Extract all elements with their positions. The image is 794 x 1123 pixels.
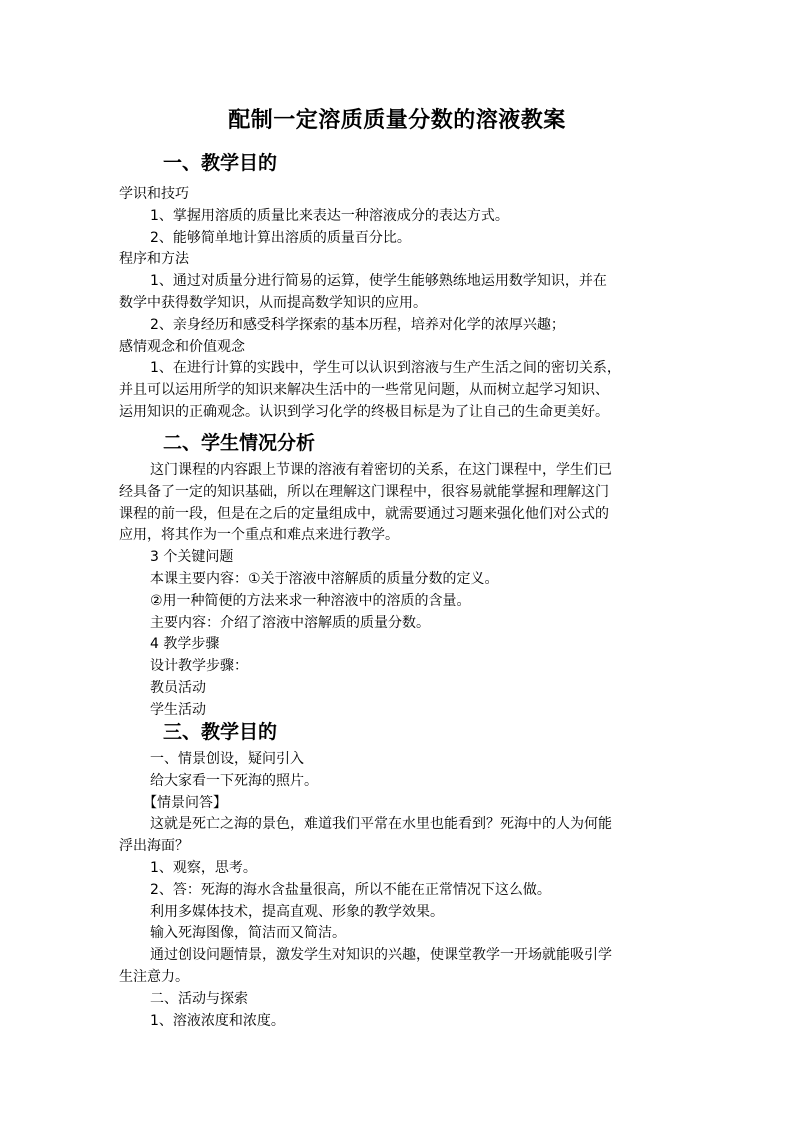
- list-item: 4 教学步骤: [150, 636, 220, 653]
- paragraph-line: 并且可以运用所学的知识来解决生活中的一些常见问题，从而树立起学习知识、: [119, 382, 609, 399]
- list-item: 主要内容：介绍了溶液中溶解质的质量分数。: [150, 614, 430, 631]
- section-heading-2: 二、学生情况分析: [163, 432, 316, 454]
- list-item: 二、活动与探索: [150, 990, 248, 1007]
- list-item: 给大家看一下死海的照片。: [150, 772, 318, 789]
- subheading-knowledge: 学识和技巧: [119, 186, 189, 202]
- list-item: ②用一种简便的方法来求一种溶液中的溶质的含量。: [150, 592, 471, 609]
- paragraph: 2、能够简单地计算出溶质的质量百分比。: [150, 229, 411, 246]
- section-3-body: [119, 749, 679, 1032]
- list-item: 【情景问答】: [143, 794, 227, 811]
- subheading-values: 感情观念和价值观念: [119, 338, 245, 355]
- paragraph-line: 1、在进行计算的实践中，学生可以认识到溶液与生产生活之间的密切关系，: [150, 360, 621, 377]
- list-item: 设计教学步骤：: [150, 658, 248, 675]
- paragraph: 2、亲身经历和感受科学探索的基本历程，培养对化学的浓厚兴趣；: [150, 316, 565, 333]
- list-item: 2、答：死海的海水含盐量很高，所以不能在正常情况下这么做。: [150, 881, 551, 898]
- paragraph-line: 通过创设问题情景，激发学生对知识的兴趣，使课堂教学一开场就能吸引学: [150, 947, 612, 964]
- paragraph-line: 经具备了一定的知识基础，所以在理解这门课程中，很容易就能掌握和理解这门: [119, 483, 609, 500]
- section-1-body: [119, 184, 679, 424]
- section-2-body: [119, 460, 679, 722]
- list-item: 利用多媒体技术，提高直观、形象的教学效果。: [150, 903, 444, 920]
- document-title: 配制一定溶质质量分数的溶液教案: [228, 107, 566, 133]
- list-item: 1、观察，思考。: [150, 859, 257, 876]
- subheading-method: 程序和方法: [119, 251, 189, 268]
- list-item: 输入死海图像，简洁而又简洁。: [150, 925, 346, 942]
- list-item: 学生活动: [150, 701, 206, 718]
- list-item: 一、情景创设，疑问引入: [150, 751, 304, 767]
- list-item: 本课主要内容：①关于溶液中溶解质的质量分数的定义。: [150, 570, 499, 587]
- list-item: 1、溶液浓度和浓度。: [150, 1012, 285, 1029]
- list-item: 教员活动: [150, 679, 206, 696]
- paragraph-line: 数学中获得数学知识，从而提高数学知识的应用。: [119, 294, 427, 311]
- list-item: 3 个关键问题: [150, 549, 234, 566]
- paragraph-line: 这门课程的内容跟上节课的溶液有着密切的关系，在这门课程中，学生们已: [150, 462, 612, 478]
- paragraph-line: 1、通过对质量分进行简易的运算，使学生能够熟练地运用数学知识，并在: [150, 273, 607, 290]
- paragraph-line: 应用，将其作为一个重点和难点来进行教学。: [119, 527, 399, 544]
- paragraph-line: 课程的前一段，但是在之后的定量组成中，就需要通过习题来强化他们对公式的: [119, 505, 609, 522]
- paragraph-line: 浮出海面？: [119, 838, 189, 855]
- section-heading-1: 一、教学目的: [163, 152, 278, 174]
- paragraph-line: 运用知识的正确观念。认识到学习化学的终极目标是为了让自己的生命更美好。: [119, 403, 609, 420]
- paragraph: 1、掌握用溶质的质量比来表达一种溶液成分的表达方式。: [150, 207, 509, 224]
- section-heading-3: 三、教学目的: [163, 721, 278, 743]
- paragraph-line: 这就是死亡之海的景色，难道我们平常在水里也能看到？死海中的人为何能: [150, 816, 612, 833]
- paragraph-line: 生注意力。: [119, 968, 189, 985]
